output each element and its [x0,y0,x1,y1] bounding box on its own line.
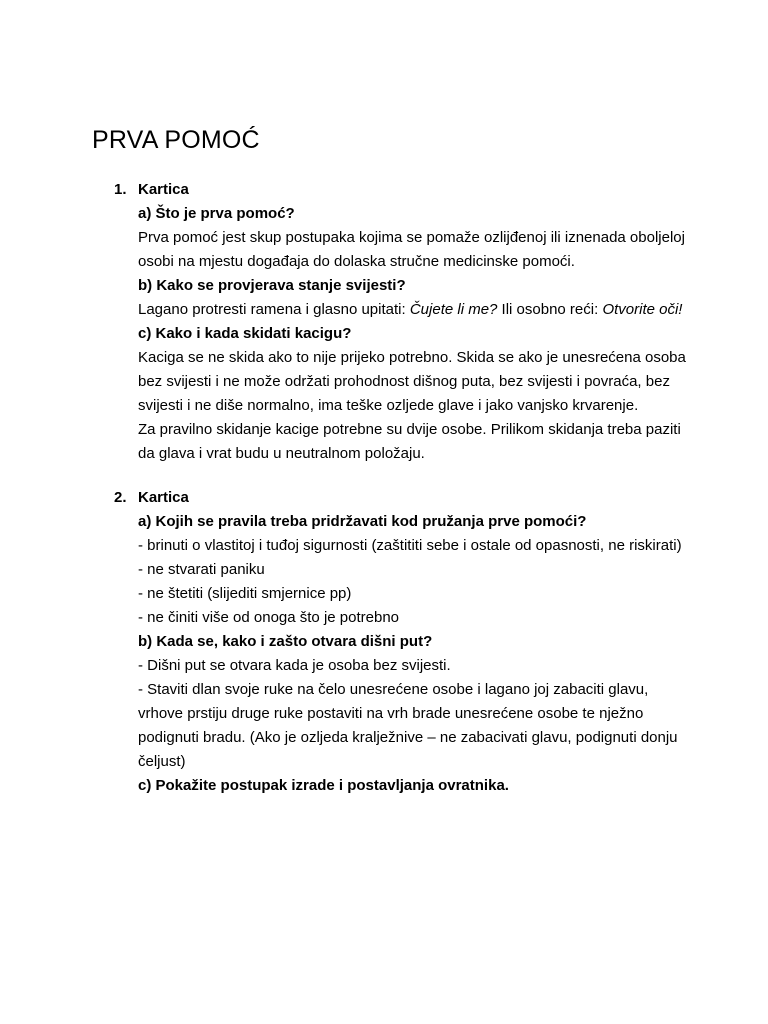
card-1 [92,178,696,466]
answer-a-item-1: - brinuti o vlastitoj i tuđoj sigurnosti (zaštititi sebe i ostale od opasnosti, ne riskirati) [138,537,682,554]
card-body [138,486,696,798]
answer-a-item-2: - ne stvarati paniku [138,561,265,578]
card-title: Kartica [138,181,189,198]
question-a: a) Kojih se pravila treba pridržavati kod pružanja prve pomoći? [138,513,587,530]
answer-b-item-2: - Staviti dlan svoje ruke na čelo unesrećene osobe i lagano joj zabaciti glavu, vrhove prstiju druge ruke postaviti na vrh brade unesrećene osobe te nježno podignuti bradu. (Ako je ozljeda kralježnive – ne zabacivati glavu, podignuti donju čeljust) [138,681,678,770]
answer-b-text-2: Ili osobno reći: [497,301,603,318]
card-number: 1. [114,181,127,198]
answer-b-item-1: - Dišni put se otvara kada je osoba bez svijesti. [138,657,451,674]
question-b: b) Kada se, kako i zašto otvara dišni put? [138,633,433,650]
document-title: PRVA POMOĆ [92,126,260,154]
card-title: Kartica [138,489,189,506]
answer-b-text-1: Lagano protresti ramena i glasno upitati: [138,301,410,318]
answer-c-paragraph-1: Kaciga se ne skida ako to nije prijeko potrebno. Skida se ako je unesrećena osoba bez svijesti i ne može održati prohodnost dišnog puta, bez svijesti i povraća, bez svijesti i ne diše normalno, ima teške ozljede glave i jako vanjsko krvarenje. [138,349,686,414]
answer-a: Prva pomoć jest skup postupaka kojima se pomaže ozlijđenoj ili iznenada oboljeloj osobi na mjestu događaja do dolaska stručne medicinske pomoći. [138,229,685,270]
card-number: 2. [114,489,127,506]
question-b: b) Kako se provjerava stanje svijesti? [138,277,406,294]
question-c: c) Pokažite postupak izrade i postavljanja ovratnika. [138,777,509,794]
card-2 [92,486,696,798]
question-c: c) Kako i kada skidati kacigu? [138,325,352,342]
card-body [138,178,696,466]
question-a: a) Što je prva pomoć? [138,205,295,222]
answer-a-item-3: - ne štetiti (slijediti smjernice pp) [138,585,352,602]
answer-b [138,298,696,322]
answer-a-item-4: - ne činiti više od onoga što je potrebno [138,609,399,626]
answer-b-quote-1: Čujete li me? [409,301,498,318]
answer-c-paragraph-2: Za pravilno skidanje kacige potrebne su dvije osobe. Prilikom skidanja treba paziti da glava i vrat budu u neutralnom položaju. [138,421,681,462]
answer-b-quote-2: Otvorite oči! [602,301,683,318]
